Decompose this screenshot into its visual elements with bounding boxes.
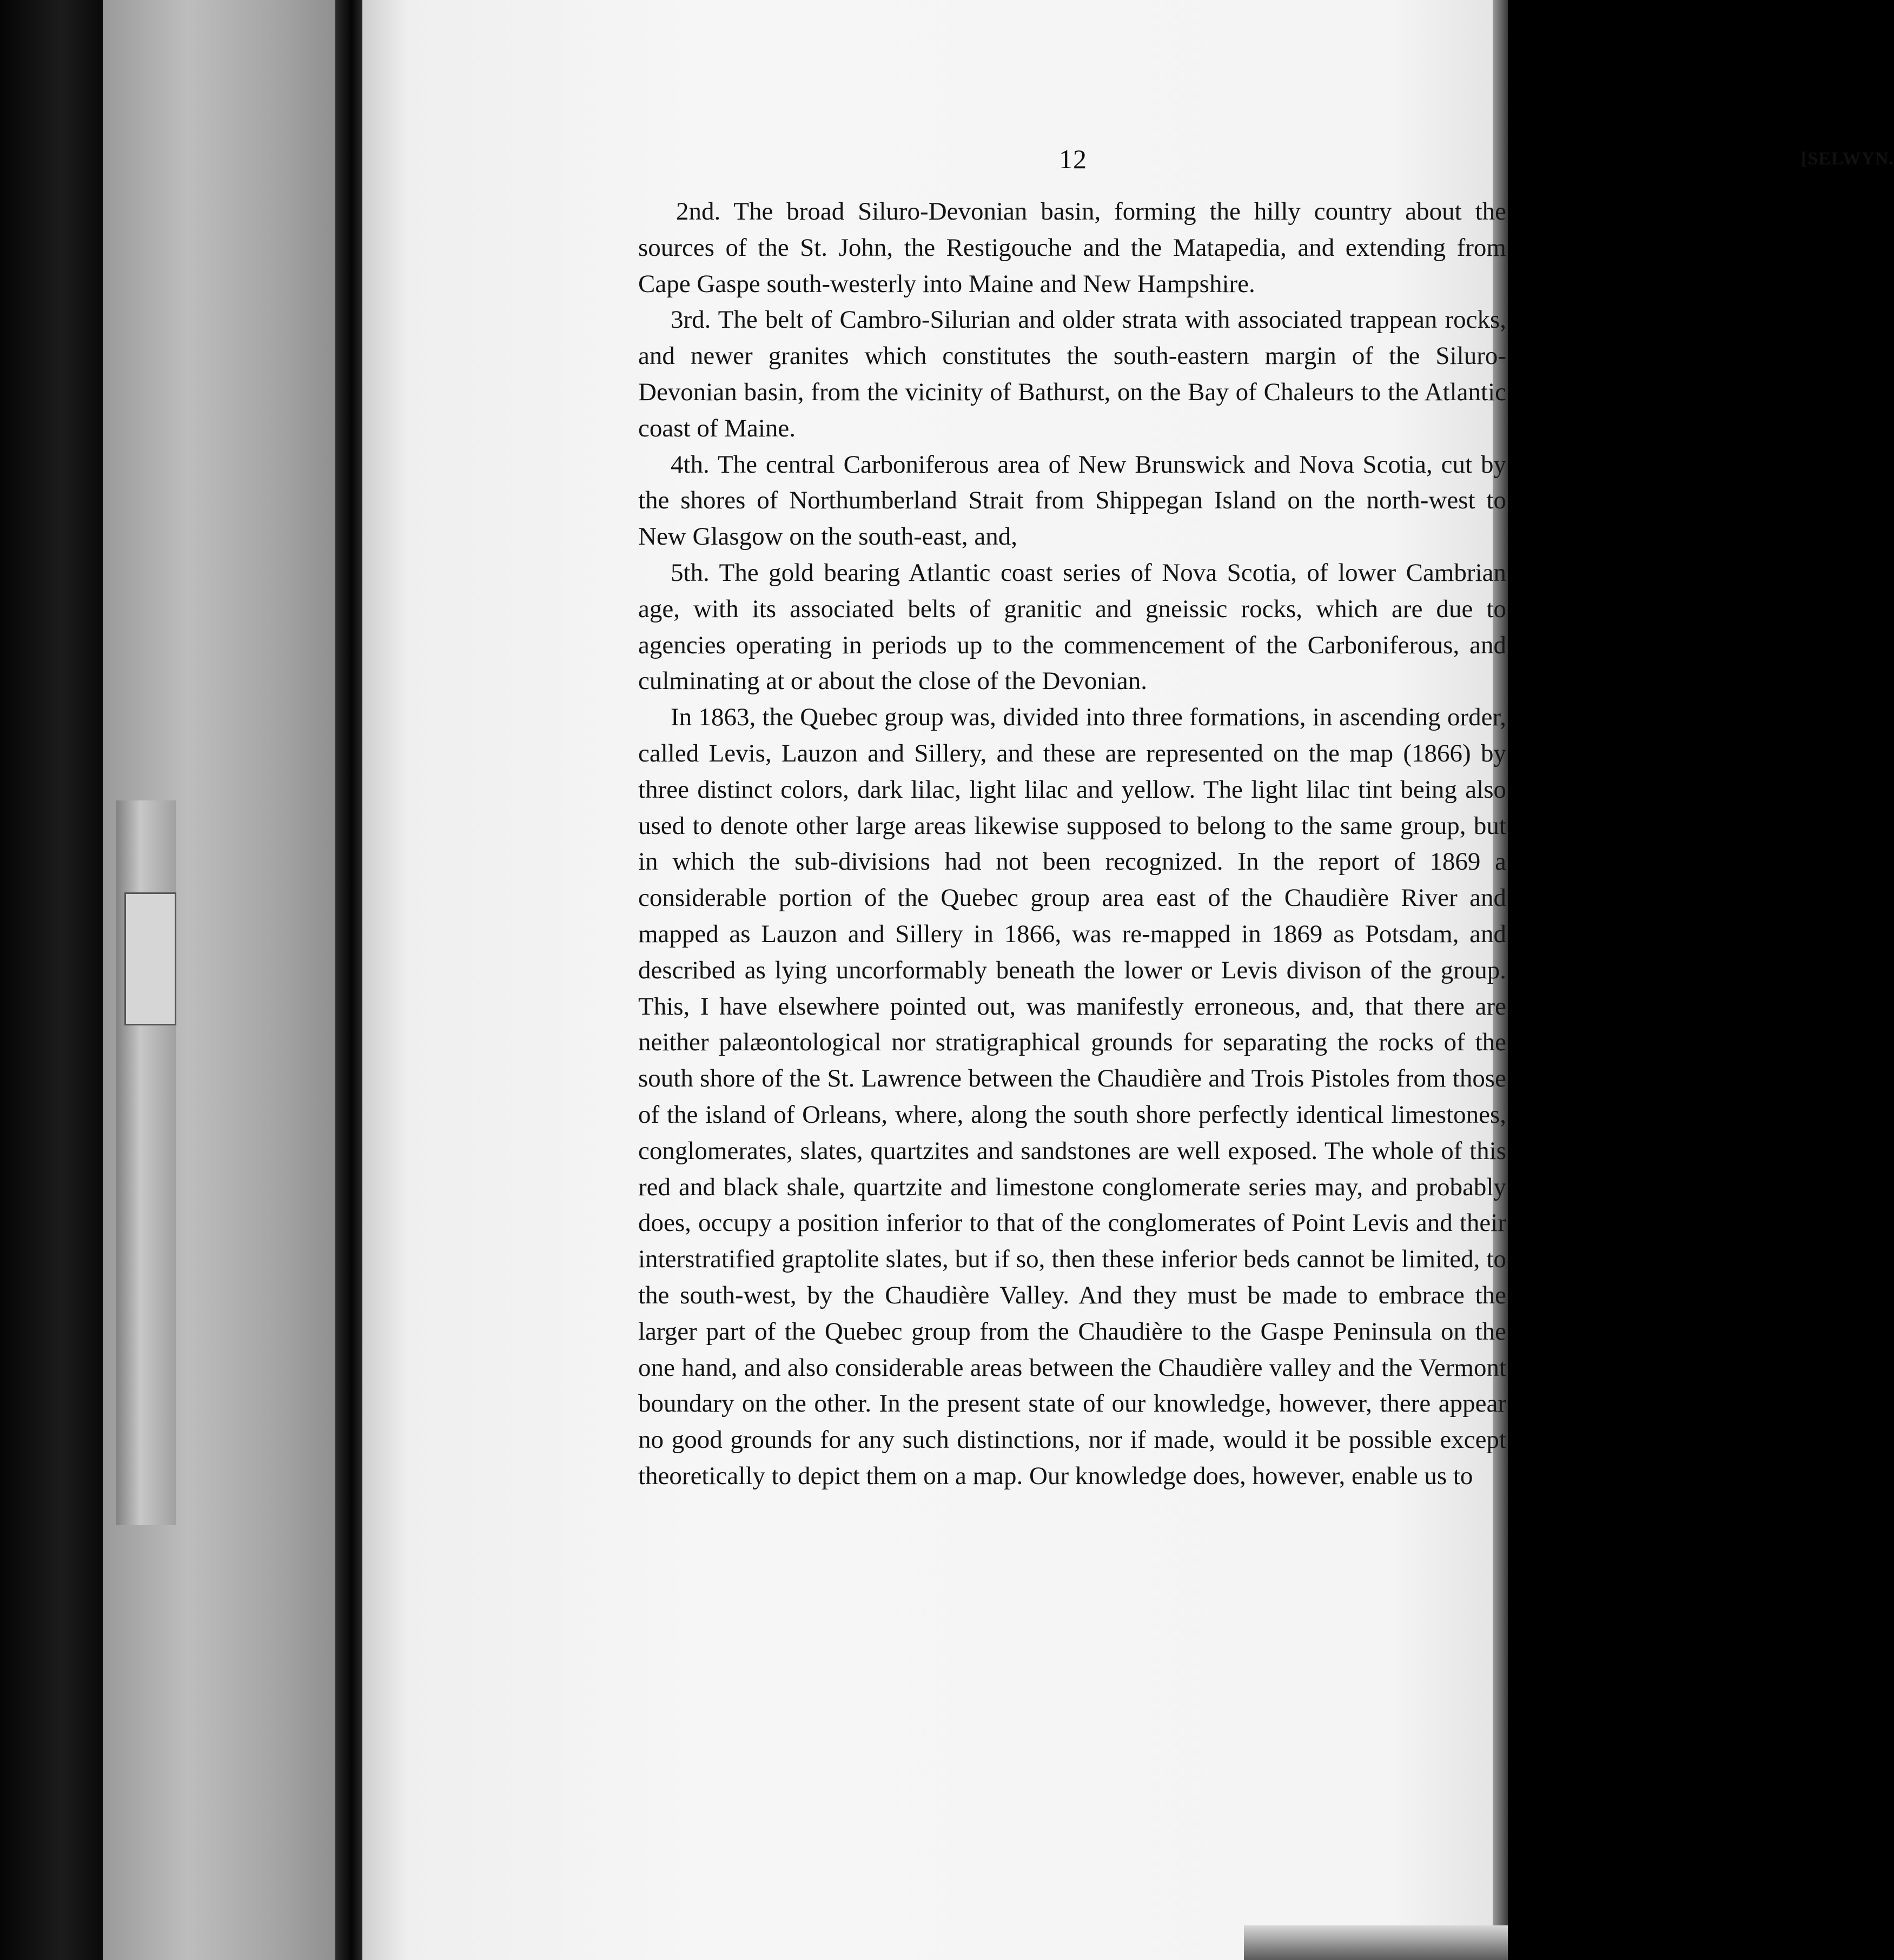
running-head <box>362 143 1894 187</box>
paragraph-5th: 5th. The gold bearing Atlantic coast series of Nova Scotia, of lower Cambrian age, with its associated belts of granitic and gneissic rocks, which are due to agencies operating in periods up to the commencement of the Carboniferous, and culminating at or about the close of the Devonian. <box>638 558 1506 696</box>
paragraph-quebec-group: In 1863, the Quebec group was, divided into three formations, in ascending order, called Levis, Lauzon and Sillery, and these are represented on the map (1866) by three distinct colors, dark lilac, light lilac and yellow. The light lilac tint being also used to denote other large areas likewise supposed to belong to the same group, but in which the sub-divisions had not been recognized. In the report of 1869 a considerable portion of the Quebec group area east of the Chaudière River and mapped as Lauzon and Sillery in 1866, was re-mapped in 1869 as Potsdam, and described as lying uncorformably beneath the lower or Levis divison of the group. This, I have elsewhere pointed out, was manifestly erroneous, and, that there are neither palæontological nor stratigraphical grounds for separating the rocks of the south shore of the St. Lawrence between the Chaudière and Trois Pistoles from those of the island of Orleans, where, along the south shore perfectly identical limestones, conglomerates, slates, quartzites and sandstones are well exposed. The whole of this red and black shale, quartzite and limestone conglomerate series may, and probably does, occupy a position inferior to that of the conglomerates of Point Levis and their interstratified graptolite slates, but if so, then these inferior beds cannot be limited, to the south-west, by the Chaudière Valley. And they must be made to embrace the larger part of the Quebec group from the Chaudière to the Gaspe Peninsula on the one hand, and also considerable areas between the Chaudière valley and the Vermont boundary on the other. In the present state of our knowledge, however, there appear no good grounds for any such distinctions, nor if made, would it be possible except theoretically to depict them on a map. Our knowledge does, however, enable us to <box>638 703 1506 1490</box>
scan-bottom-edge <box>1244 1925 1508 1960</box>
paper-tab <box>124 892 176 1025</box>
paragraph-4th: 4th. The central Carboniferous area of New Brunswick and Nova Scotia, cut by the shores of Northumberland Strait from Shippegan Island on the north-west to New Glasgow on the south-east, and, <box>638 450 1506 551</box>
binding-shadow <box>0 0 103 1960</box>
running-author: [SELWYN. <box>1801 149 1894 169</box>
paragraph-2nd: 2nd. The broad Siluro-Devonian basin, forming the hilly country about the sources of the St. John, the Restigouche and the Matapedia, and extending from Cape Gaspe south-westerly into Maine and New Hampshire. <box>638 197 1506 298</box>
body-text <box>638 194 1506 1494</box>
page-number: 12 <box>1059 144 1087 174</box>
paragraph-3rd: 3rd. The belt of Cambro-Silurian and older strata with associated trappean rocks, and newer granites which constitutes the south-eastern margin of the Siluro-Devonian basin, from the vicinity of Bathurst, on the Bay of Chaleurs to the Atlantic coast of Maine. <box>638 306 1506 442</box>
